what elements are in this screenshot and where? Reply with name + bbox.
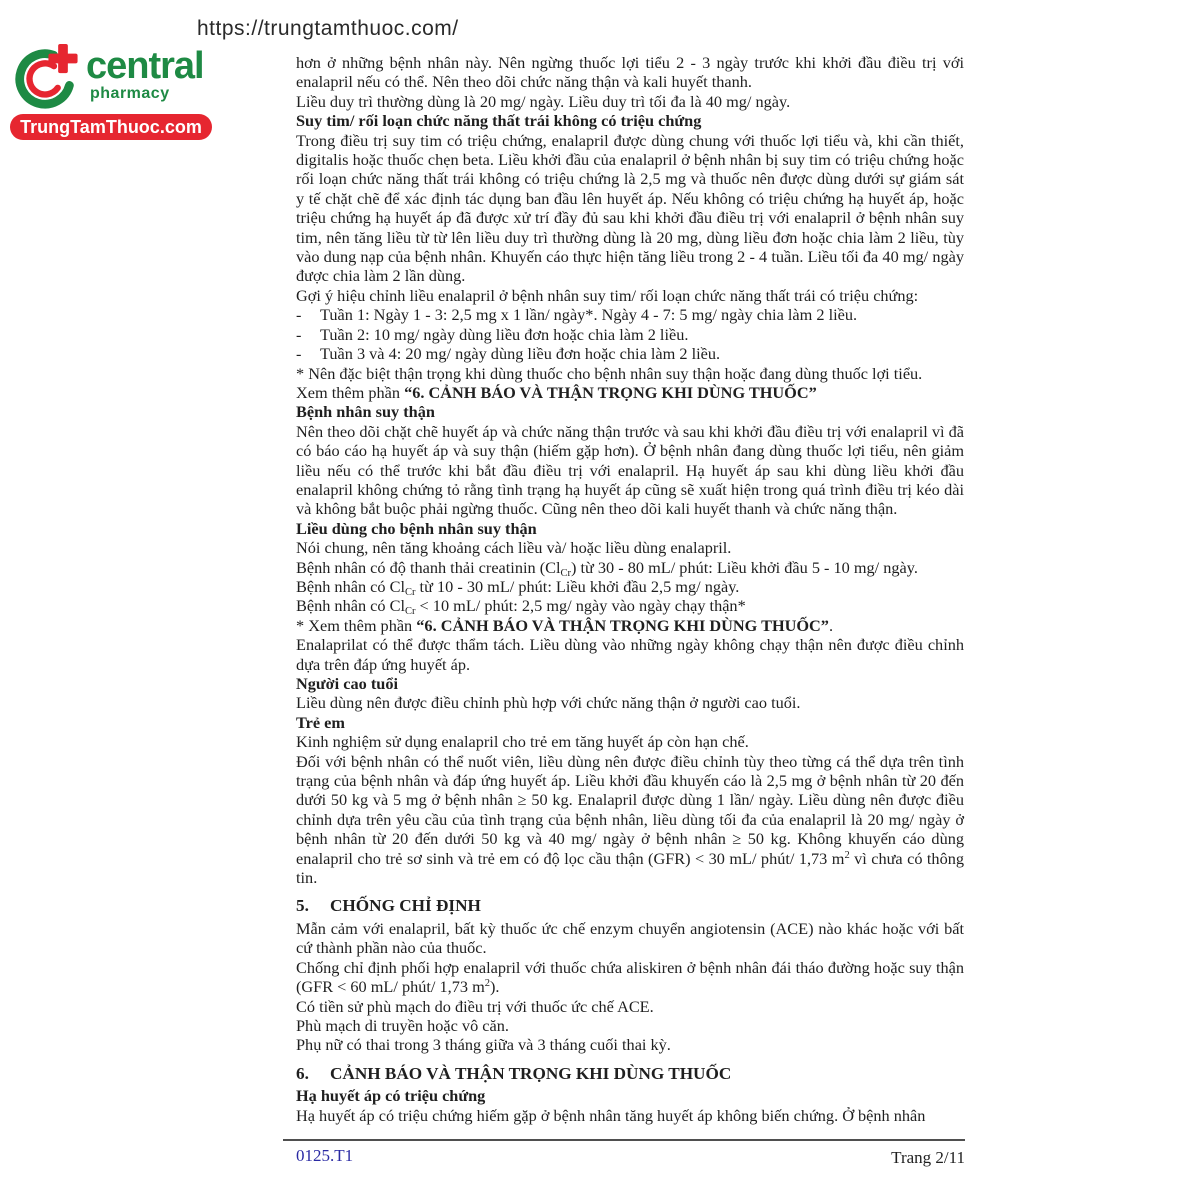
section-number: 6.: [296, 1063, 309, 1083]
doc-paragraph: * Nên đặc biệt thận trọng khi dùng thuốc cho bệnh nhân suy thận hoặc đang dùng thuốc lợi tiểu.: [296, 363, 923, 383]
doc-paragraph: Hạ huyết áp có triệu chứng hiếm gặp ở bệnh nhân tăng huyết áp không biến chứng. Ở bệnh nhân: [296, 1105, 926, 1125]
doc-paragraph: Gợi ý hiệu chỉnh liều enalapril ở bệnh nhân suy tim/ rối loạn chức năng thất trái có triệu chứng:: [296, 285, 919, 305]
doc-paragraph: Bệnh nhân có $Cl_{Cr}$ từ 10 - 30 mL/ phút: Liều khởi đầu 2,5 mg/ ngày.: [296, 576, 740, 598]
doc-subheading: Trẻ em: [296, 712, 345, 732]
doc-paragraph: Trong điều trị suy tim có triệu chứng, enalapril được dùng chung với thuốc lợi tiểu và, khi cần thiết, digitalis hoặc thuốc chẹn beta. Liều khởi đầu của enalapril ở bệnh nhân bị suy tim có triệu chứng hoặc rối loạn chức năng thất trái không có triệu chứng là 2,5 mg và thuốc nên được dùng dưới sự giám sát y tế chặt chẽ để xác định tác dụng ban đầu lên huyết áp. Nếu không có triệu chứng hạ huyết áp, hoặc triệu chứng hạ huyết áp đã được xử trí đầy đủ sau khi khởi đầu điều trị với enalapril ở bệnh nhân suy tim, nên tăng liều từ từ lên liều duy trì thường dùng là 20 mg, dùng liều đơn hoặc chia làm 2 liều, tùy vào dung nạp của bệnh nhân. Khuyến cáo thực hiện tăng liều trong 2 - 4 tuần. Liều tối đa 40 mg/ ngày được chia làm 2 lần dùng.: [296, 130, 964, 286]
footer-page-number: Trang 2/11: [891, 1148, 965, 1167]
doc-paragraph: Liều duy trì thường dùng là 20 mg/ ngày. Liều duy trì tối đa là 40 mg/ ngày.: [296, 91, 791, 111]
page-url: https://trungtamthuoc.com/: [197, 17, 459, 40]
list-dash: -: [296, 324, 302, 344]
trungtamthuoc-banner: TrungTamThuoc.com: [10, 114, 212, 140]
doc-paragraph: Kinh nghiệm sử dụng enalapril cho trẻ em tăng huyết áp còn hạn chế.: [296, 732, 749, 752]
footer-divider: [283, 1139, 965, 1141]
doc-paragraph: Nên theo dõi chặt chẽ huyết áp và chức năng thận trước và sau khi khởi đầu điều trị với enalapril vì đã có báo cáo hạ huyết áp và suy thận (hiếm gặp hơn). Ở bệnh nhân đang dùng thuốc lợi tiểu, nên giảm liều nếu có thể trước khi bắt đầu điều trị với enalapril. Hạ huyết áp sau khi dùng liều khởi đầu enalapril không chứng tỏ rằng tình trạng hạ huyết áp cũng sẽ xuất hiện trong quá trình điều trị kéo dài và không bắt buộc phải ngừng thuốc. Cũng nên theo dõi kali huyết thanh và chức năng thận.: [296, 421, 964, 519]
doc-subheading: Người cao tuổi: [296, 674, 398, 693]
doc-paragraph: Bệnh nhân có $Cl_{Cr} < 10$ mL/ phút: 2,5 mg/ ngày vào ngày chạy thận*: [296, 596, 746, 618]
doc-paragraph: Nói chung, nên tăng khoảng cách liều và/ hoặc liều dùng enalapril.: [296, 538, 732, 558]
doc-paragraph: Có tiền sử phù mạch do điều trị với thuốc ức chế ACE.: [296, 996, 654, 1016]
doc-paragraph: Chống chỉ định phối hợp enalapril với thuốc chứa aliskiren ở bệnh nhân đái tháo đường hoặc suy thận (GFR < 60 mL/ phút/ 1,73 $m^2$).: [296, 957, 964, 997]
doc-list-item: - Tuần 3 và 4: 20 mg/ ngày dùng liều đơn hoặc chia làm 2 liều.: [296, 344, 721, 364]
doc-subheading: Hạ huyết áp có triệu chứng: [296, 1086, 486, 1106]
section-number: 5.: [296, 896, 309, 916]
doc-paragraph: Mẫn cảm với enalapril, bất kỳ thuốc ức chế enzym chuyển angiotensin (ACE) nào khác hoặc với bất cứ thành phần nào của thuốc.: [296, 918, 964, 958]
doc-paragraph: Phụ nữ có thai trong 3 tháng giữa và 3 tháng cuối thai kỳ.: [296, 1035, 671, 1055]
doc-paragraph: Enalaprilat có thể được thẩm tách. Liều dùng vào những ngày không chạy thận nên được điều chỉnh dựa trên đáp ứng huyết áp.: [296, 635, 964, 674]
footer-document-code: 0125.T1: [296, 1146, 354, 1165]
doc-paragraph: hơn ở những bệnh nhân này. Nên ngừng thuốc lợi tiểu 2 - 3 ngày trước khi khởi đầu điều trị với enalapril nếu có thể. Nên theo dõi chức năng thận và kali huyết thanh.: [296, 53, 964, 92]
central-pharmacy-icon: [12, 42, 80, 110]
doc-subheading: Liều dùng cho bệnh nhân suy thận: [296, 518, 537, 538]
doc-list-item: - Tuần 1: Ngày 1 - 3: 2,5 mg x 1 lần/ ngày*. Ngày 4 - 7: 5 mg/ ngày chia làm 2 liều.: [296, 305, 858, 325]
central-pharmacy-logo: [10, 42, 222, 140]
doc-paragraph: Liều dùng nên được điều chỉnh phù hợp với chức năng thận ở người cao tuổi.: [296, 693, 801, 713]
logo-brand-text: central: [86, 45, 204, 87]
doc-paragraph: Phù mạch di truyền hoặc vô căn.: [296, 1015, 509, 1035]
doc-list-item: - Tuần 2: 10 mg/ ngày dùng liều đơn hoặc chia làm 2 liều.: [296, 324, 689, 344]
doc-paragraph: Bệnh nhân có độ thanh thải creatinin $(Cl_{Cr})$ từ 30 - 80 mL/ phút: Liều khởi đầu 5 - 10 mg/ ngày.: [296, 557, 918, 579]
doc-subheading: Bệnh nhân suy thận: [296, 402, 435, 422]
list-dash: -: [296, 305, 302, 325]
doc-section-heading: 6. CẢNH BÁO VÀ THẬN TRỌNG KHI DÙNG THUỐC: [296, 1063, 732, 1083]
doc-paragraph: Xem thêm phần “6. CẢNH BÁO VÀ THẬN TRỌNG KHI DÙNG THUỐC”: [296, 382, 817, 402]
doc-section-heading: 5. CHỐNG CHỈ ĐỊNH: [296, 896, 481, 916]
doc-paragraph: Đối với bệnh nhân có thể nuốt viên, liều dùng nên được điều chỉnh tùy theo từng cá thể dựa trên tình trạng của bệnh nhân và đáp ứng huyết áp. Liều khởi đầu khuyến cáo là 2,5 mg ở bệnh nhân từ 20 đến dưới 50 kg và 5 mg ở bệnh nhân ≥ 50 kg. Enalapril được dùng 1 lần/ ngày. Liều dùng nên được điều chỉnh dựa trên yêu cầu của tình trạng của bệnh nhân, liều dùng tối đa của enalapril là 20 mg/ ngày ở bệnh nhân từ 20 đến dưới 50 kg và 40 mg/ ngày ở bệnh nhân ≥ 50 kg. Không khuyến cáo dùng enalapril cho trẻ sơ sinh và trẻ em có độ lọc cầu thận (GFR) < 30 mL/ phút/ 1,73 $m^2$ vì chưa có thông tin.: [296, 751, 964, 888]
doc-subheading: Suy tim/ rối loạn chức năng thất trái không có triệu chứng: [296, 111, 702, 131]
doc-paragraph: * Xem thêm phần “6. CẢNH BÁO VÀ THẬN TRỌNG KHI DÙNG THUỐC”.: [296, 615, 834, 635]
document-body: [296, 53, 964, 1125]
logo-sub-text: pharmacy: [90, 85, 170, 102]
list-dash: -: [296, 344, 302, 364]
